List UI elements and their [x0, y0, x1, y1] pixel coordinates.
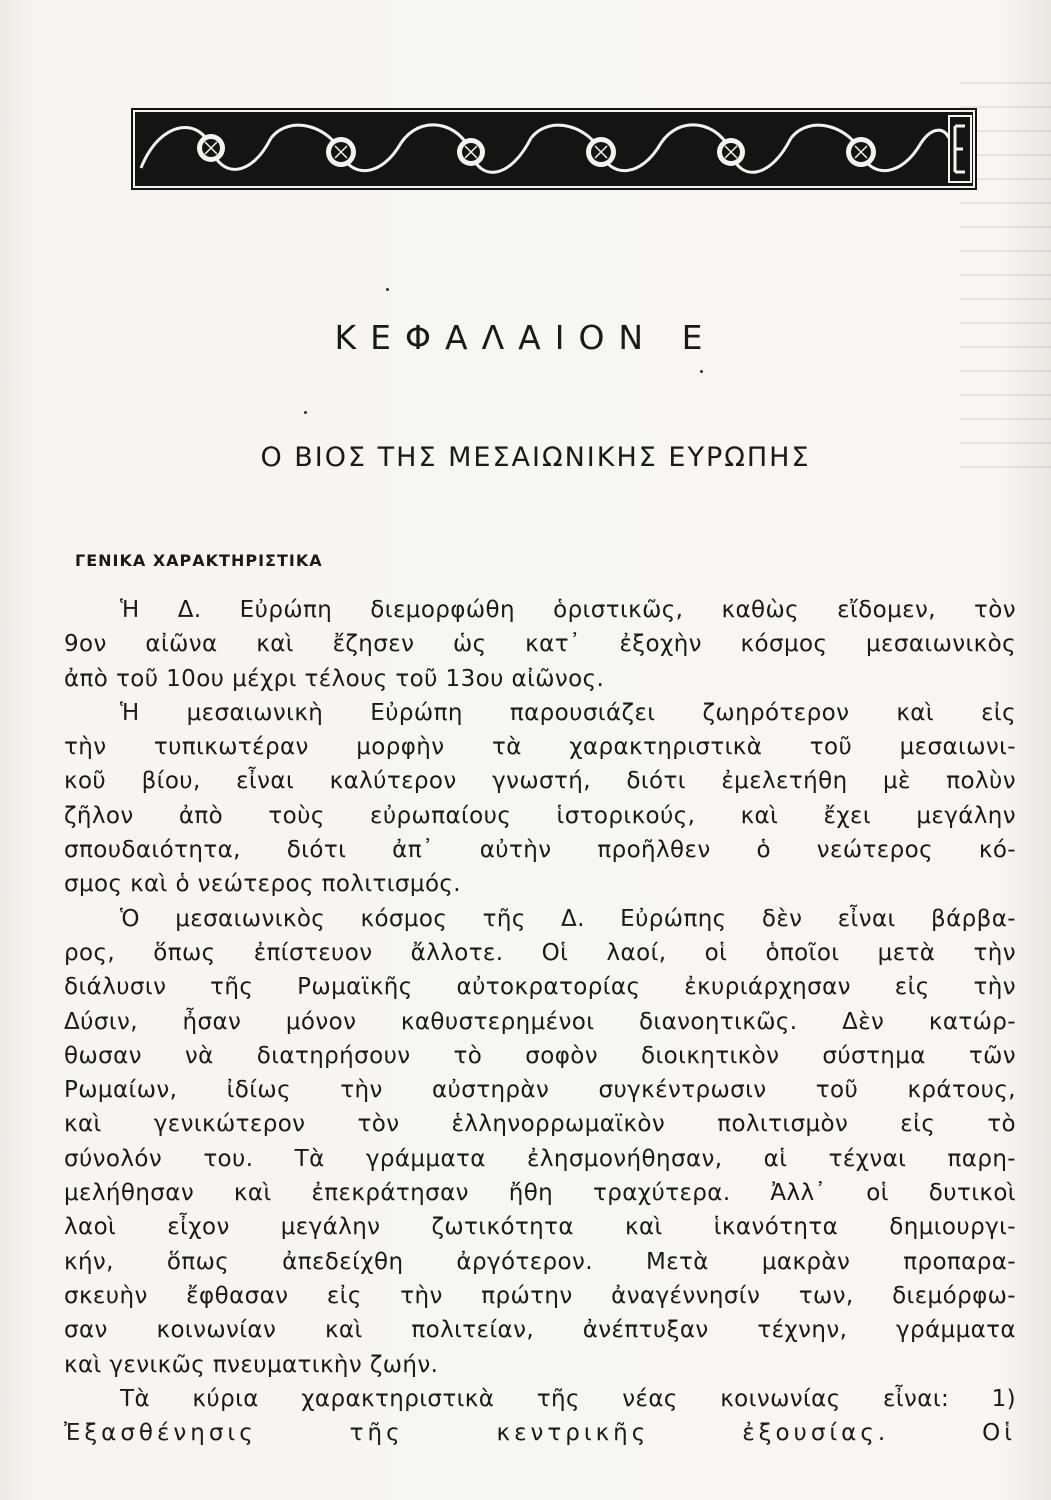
text-line: σμος καὶ ὁ νεώτερος πολιτισμός. [64, 871, 462, 898]
text-line: Τὰ κύρια χαρακτηριστικὰ τῆς νέας κοινωνίας εἶναι: 1) [120, 1385, 1016, 1412]
body-text [64, 593, 1016, 1450]
text-line: μελήθησαν καὶ ἐπεκράτησαν ἤθη τραχύτερα. Ἀλλ᾿ οἱ δυτικοὶ [64, 1180, 1016, 1207]
text-line: τὴν τυπικωτέραν μορφὴν τὰ χαρακτηριστικὰ τοῦ μεσαιωνι- [64, 734, 1016, 761]
text-line: ζῆλον ἀπὸ τοὺς εὐρωπαίους ἱστορικούς, καὶ ἔχει μεγάλην [64, 802, 1016, 829]
text-line: Ρωμαίων, ἰδίως τὴν αὐστηρὰν συγκέντρωσιν τοῦ κράτους, [64, 1077, 1016, 1104]
text-line: σαν κοινωνίαν καὶ πολιτείαν, ἀνέπτυξαν τέχνην, γράμματα [64, 1317, 1016, 1344]
text-line: Ὁ μεσαιωνικὸς κόσμος τῆς Δ. Εὐρώπης δὲν εἶναι βάρβα- [120, 905, 1016, 932]
text-line: διάλυσιν τῆς Ρωμαϊκῆς αὐτοκρατορίας ἐκυριάρχησαν εἰς τὴν [64, 974, 1016, 1001]
text-line: σπουδαιότητα, διότι ἀπ᾿ αὐτὴν προῆλθεν ὁ νεώτερος κό- [64, 837, 1016, 864]
text-line: Δύσιν, ἦσαν μόνον καθυστερημένοι διανοητικῶς. Δὲν κατώρ- [64, 1008, 1016, 1035]
text-line: σκευὴν ἔφθασαν εἰς τὴν πρώτην ἀναγέννησίν των, διεμόρφω- [64, 1282, 1016, 1309]
text-line: θωσαν νὰ διατηρήσουν τὸ σοφὸν διοικητικὸν σύστημα τῶν [64, 1042, 1016, 1069]
text-line: 9ον αἰῶνα καὶ ἔζησεν ὡς κατ᾿ ἐξοχὴν κόσμος μεσαιωνικὸς [64, 631, 1016, 658]
text-line: σύνολόν του. Τὰ γράμματα ἐλησμονήθησαν, αἱ τέχναι παρη- [64, 1145, 1016, 1172]
print-speck [304, 411, 307, 414]
scroll-ornament-icon [131, 108, 977, 190]
chapter-title: ΚΕΦΑΛΑΙΟΝ Ε [334, 318, 717, 357]
text-line: καὶ γενικώτερον τὸν ἑλληνορρωμαϊκὸν πολιτισμὸν εἰς τὸ [64, 1111, 1016, 1138]
text-line: κήν, ὅπως ἀπεδείχθη ἀργότερον. Μετὰ μακρὰν προπαρα- [64, 1248, 1016, 1275]
text-line: κοῦ βίου, εἶναι καλύτερον γνωστή, διότι ἐμελετήθη μὲ πολὺν [64, 768, 1016, 795]
text-line: λαοὶ εἶχον μεγάλην ζωτικότητα καὶ ἱκανότητα δημιουργι- [64, 1214, 1016, 1241]
text-line: Ἡ Δ. Εὐρώπη διεμορφώθη ὁριστικῶς, καθὼς εἴδομεν, τὸν [120, 597, 1016, 623]
chapter-subtitle: Ο ΒΙΟΣ ΤΗΣ ΜΕΣΑΙΩΝΙΚΗΣ ΕΥΡΩΠΗΣ [260, 442, 811, 473]
text-line: καὶ γενικῶς πνευματικὴν ζωήν. [64, 1351, 439, 1378]
decorative-scroll-band [131, 108, 977, 190]
text-line: ἀπὸ τοῦ 10ου μέχρι τέλους τοῦ 13ου αἰῶνος. [64, 665, 605, 692]
text-line: ρος, ὅπως ἐπίστευον ἄλλοτε. Οἱ λαοί, οἱ ὁποῖοι μετὰ τὴν [64, 939, 1016, 966]
section-heading: ΓΕΝΙΚΑ ΧΑΡΑΚΤΗΡΙΣΤΙΚΑ [75, 551, 323, 570]
print-speck [700, 370, 703, 373]
text-line: Ἐξασθένησις τῆς κεντρικῆς ἐξουσίας. Οἱ [64, 1420, 1016, 1447]
text-line: Ἡ μεσαιωνικὴ Εὐρώπη παρουσιάζει ζωηρότερον καὶ εἰς [120, 699, 1016, 726]
print-speck [386, 288, 389, 291]
